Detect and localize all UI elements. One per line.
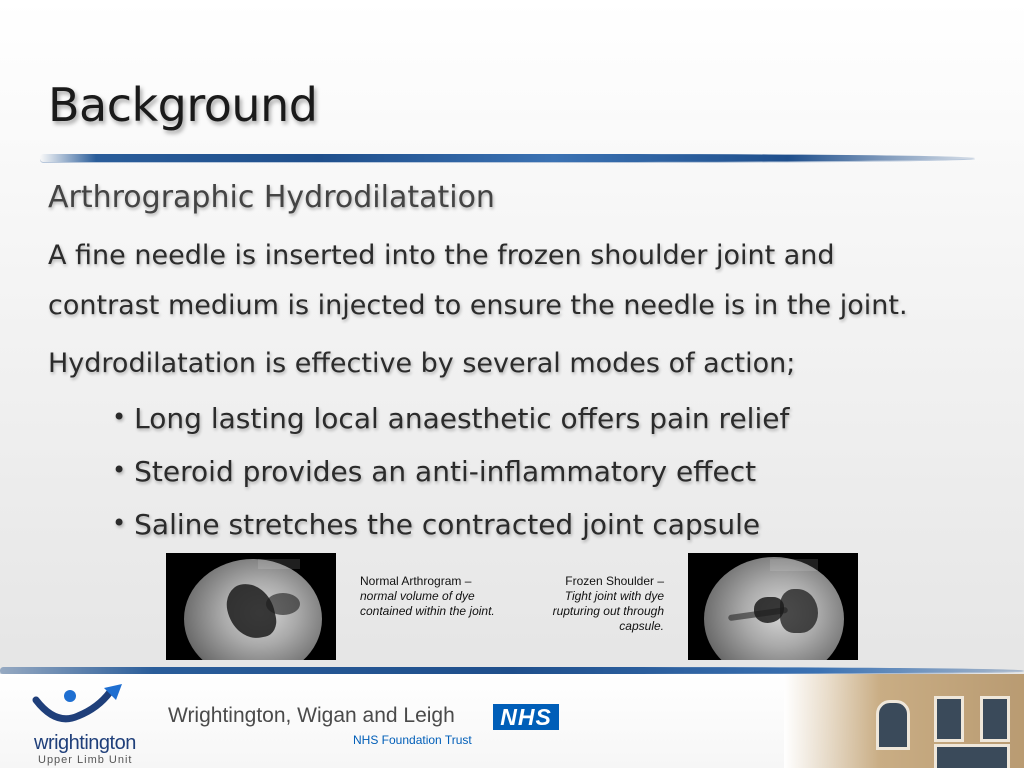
wrightington-logo xyxy=(26,682,156,766)
bullet-dot-icon: • xyxy=(112,403,127,431)
caption-heading: Normal Arthrogram – xyxy=(360,574,472,588)
logo-name: wrightington xyxy=(34,732,136,754)
xray-annotation xyxy=(770,559,818,571)
building-photo xyxy=(784,674,1024,768)
paragraph-line-1: A fine needle is inserted into the frozen shoulder joint and xyxy=(48,240,835,271)
frozen-shoulder-image xyxy=(688,553,858,660)
window xyxy=(980,696,1010,742)
slide-subtitle: Arthrographic Hydrodilatation xyxy=(48,180,495,215)
bullet-text: Long lasting local anaesthetic offers pain relief xyxy=(134,402,790,435)
bullet-dot-icon: • xyxy=(112,456,127,484)
frozen-shoulder-caption xyxy=(526,574,664,634)
paragraph-line-2: contrast medium is injected to ensure the needle is in the joint. xyxy=(48,290,908,321)
normal-arthrogram-caption xyxy=(360,574,510,619)
bullet-text: Steroid provides an anti-inflammatory effect xyxy=(134,455,757,488)
slide-title: Background xyxy=(48,78,318,132)
humeral-head-shadow xyxy=(266,593,300,615)
bullet-item xyxy=(112,402,789,435)
bullet-item xyxy=(112,508,760,541)
footer-divider xyxy=(0,667,1024,674)
xray-annotation xyxy=(258,559,300,569)
normal-arthrogram-image xyxy=(166,553,336,660)
logo-figure-icon xyxy=(26,682,136,734)
nhs-foundation-trust-label: NHS Foundation Trust xyxy=(353,733,472,747)
bullet-dot-icon: • xyxy=(112,509,127,537)
bullet-item xyxy=(112,455,756,488)
window xyxy=(876,700,910,750)
window xyxy=(934,744,1010,768)
bullet-text: Saline stretches the contracted joint capsule xyxy=(134,508,761,541)
caption-heading: Frozen Shoulder – xyxy=(565,574,664,588)
paragraph-modes-of-action: Hydrodilatation is effective by several modes of action; xyxy=(48,348,796,379)
title-underline xyxy=(40,154,975,162)
logo-subtitle: Upper Limb Unit xyxy=(38,754,133,766)
caption-description: normal volume of dye contained within the joint. xyxy=(360,589,495,618)
caption-description: Tight joint with dye rupturing out through capsule. xyxy=(552,589,664,633)
footer-banner xyxy=(0,674,1024,768)
nhs-logo: NHS xyxy=(493,704,559,730)
window xyxy=(934,696,964,742)
trust-name: Wrightington, Wigan and Leigh xyxy=(168,704,455,727)
